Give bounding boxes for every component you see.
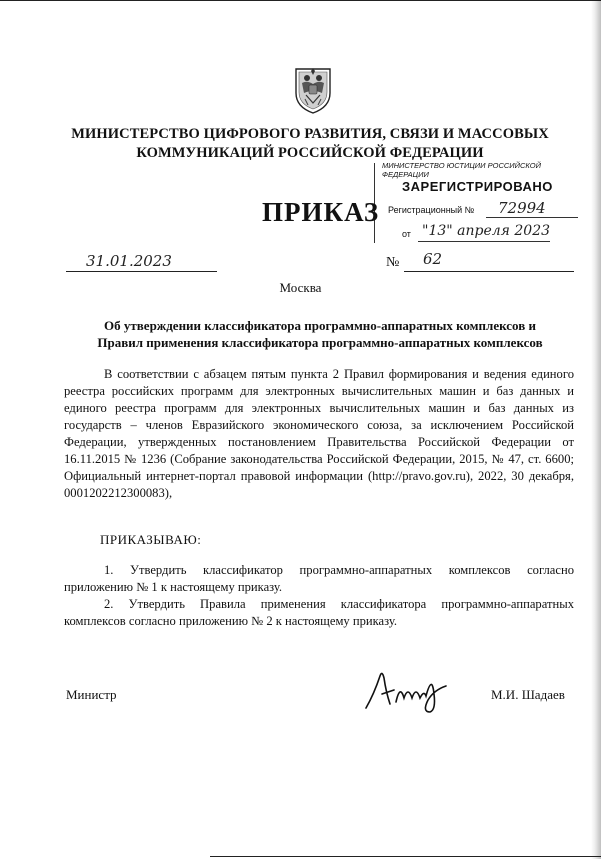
stamp-date-prefix: от xyxy=(402,229,411,239)
minister-position: Министр xyxy=(66,687,117,702)
stamp-date-underline xyxy=(418,241,550,242)
date-underline xyxy=(66,271,217,272)
number-underline xyxy=(404,271,574,272)
stamp-reg-number: 72994 xyxy=(498,199,546,217)
scan-edge-right xyxy=(591,0,601,859)
scan-edge-bottom xyxy=(210,856,601,857)
document-number: 62 xyxy=(423,250,443,268)
order-items xyxy=(64,562,574,630)
document-subject-line1: Об утверждении классификатора программно-аппаратных комплексов и xyxy=(104,318,536,333)
document-number-label: № xyxy=(386,255,400,270)
coat-of-arms-icon xyxy=(293,63,333,115)
preamble-paragraph: В соответствии с абзацем пятым пункта 2 Правил формирования и ведения единого реестра российских программ для электронных вычислительных машин и баз данных и единого реестра программ для электронных вычислительных машин и баз данных из государств – членов Евразийского экономического союза, за исключением Российской Федерации, утвержденных постановлением Правительства Российской Федерации от 16.11.2015 № 1236 (Собрание законодательства Российской Федерации, 2015, № 47, ст. 6600; Официальный интернет-портал правовой информации (http://pravo.gov.ru), 2022, 30 декабря, 0001202212300083), xyxy=(64,367,574,500)
document-type-title: ПРИКАЗ xyxy=(262,197,380,227)
order-word: ПРИКАЗЫВАЮ: xyxy=(100,532,202,547)
ministry-name-line1: МИНИСТЕРСТВО ЦИФРОВОГО РАЗВИТИЯ, СВЯЗИ И МАССОВЫХ xyxy=(71,126,549,142)
order-item: 2. Утвердить Правила применения классификатора программно-аппаратных комплексов согласно приложению № 2 к настоящему приказу. xyxy=(64,597,574,628)
ministry-name-line2: КОММУНИКАЦИЙ РОССИЙСКОЙ ФЕДЕРАЦИИ xyxy=(136,145,484,161)
minister-name: М.И. Шадаев xyxy=(491,687,565,702)
document-subject-line2: Правил применения классификатора программно-аппаратных комплексов xyxy=(97,335,543,350)
signature-icon xyxy=(360,664,460,714)
document-subject xyxy=(66,317,574,351)
document-date: 31.01.2023 xyxy=(86,252,172,270)
stamp-title: ЗАРЕГИСТРИРОВАНО xyxy=(402,179,553,194)
stamp-reg-label: Регистрационный № xyxy=(388,205,475,215)
document-city: Москва xyxy=(279,280,322,295)
scan-edge-top xyxy=(0,0,601,1)
order-item: 1. Утвердить классификатор программно-аппаратных комплексов согласно приложению № 1 к настоящему приказу. xyxy=(64,563,574,594)
stamp-reg-underline xyxy=(486,217,578,218)
registration-stamp xyxy=(374,153,588,255)
stamp-date-value: "13" апреля 2023 xyxy=(422,223,551,239)
stamp-issuer: МИНИСТЕРСТВО ЮСТИЦИИ РОССИЙСКОЙ ФЕДЕРАЦИИ xyxy=(382,161,541,179)
